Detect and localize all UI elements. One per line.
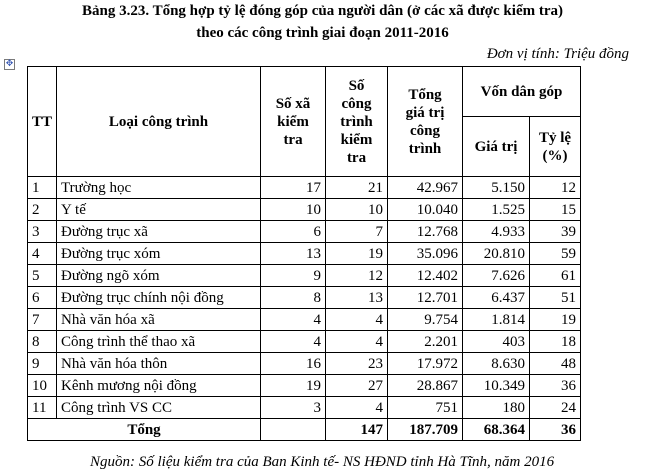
row-communes: 17	[261, 177, 326, 199]
row-name: Nhà văn hóa xã	[57, 309, 261, 331]
row-tt: 1	[28, 177, 57, 199]
row-tt: 7	[28, 309, 57, 331]
row-tt: 5	[28, 265, 57, 287]
row-communes: 19	[261, 375, 326, 397]
row-name: Công trình thể thao xã	[57, 331, 261, 353]
row-works: 4	[326, 309, 388, 331]
table-move-handle-icon[interactable]: ✥	[5, 59, 14, 69]
row-contribution-value: 403	[463, 331, 530, 353]
row-contribution-value: 1.814	[463, 309, 530, 331]
row-tt: 11	[28, 397, 57, 419]
row-name: Đường ngõ xóm	[57, 265, 261, 287]
row-total-value: 12.402	[388, 265, 463, 287]
header-contribution-value: Giá trị	[463, 117, 530, 177]
table-row	[28, 397, 581, 419]
row-total-value: 42.967	[388, 177, 463, 199]
header-contribution-rate: Tỷ lệ (%)	[530, 117, 581, 177]
table-row	[28, 177, 581, 199]
table-subtitle: theo các công trình giai đoạn 2011-2016	[196, 25, 449, 41]
header-communes: Số xã kiểm tra	[261, 67, 326, 177]
row-works: 21	[326, 177, 388, 199]
row-contribution-value: 7.626	[463, 265, 530, 287]
row-contribution-rate: 36	[530, 375, 581, 397]
row-contribution-rate: 24	[530, 397, 581, 419]
row-name: Công trình VS CC	[57, 397, 261, 419]
row-works: 27	[326, 375, 388, 397]
table-title: Bảng 3.23. Tổng hợp tỷ lệ đóng góp của người dân (ở các xã được kiểm tra)	[82, 3, 563, 19]
row-name: Đường trục xóm	[57, 243, 261, 265]
row-contribution-rate: 59	[530, 243, 581, 265]
row-total-value: 10.040	[388, 199, 463, 221]
row-tt: 3	[28, 221, 57, 243]
row-contribution-rate: 18	[530, 331, 581, 353]
table-row	[28, 221, 581, 243]
row-works: 19	[326, 243, 388, 265]
row-contribution-value: 4.933	[463, 221, 530, 243]
total-row	[28, 419, 581, 441]
row-tt: 9	[28, 353, 57, 375]
row-contribution-rate: 15	[530, 199, 581, 221]
row-contribution-rate: 19	[530, 309, 581, 331]
table-row	[28, 331, 581, 353]
table-row	[28, 243, 581, 265]
row-contribution-value: 10.349	[463, 375, 530, 397]
row-contribution-rate: 61	[530, 265, 581, 287]
header-name: Loại công trình	[57, 67, 261, 177]
table-row	[28, 309, 581, 331]
row-works: 4	[326, 331, 388, 353]
row-works: 10	[326, 199, 388, 221]
row-name: Nhà văn hóa thôn	[57, 353, 261, 375]
total-works: 147	[326, 419, 388, 441]
row-tt: 2	[28, 199, 57, 221]
row-total-value: 12.768	[388, 221, 463, 243]
header-works: Số công trình kiểm tra	[326, 67, 388, 177]
row-total-value: 2.201	[388, 331, 463, 353]
row-contribution-value: 5.150	[463, 177, 530, 199]
unit-note: Đơn vị tính: Triệu đồng	[486, 46, 629, 62]
table-row	[28, 265, 581, 287]
row-works: 7	[326, 221, 388, 243]
total-contribution-rate: 36	[530, 419, 581, 441]
header-total-value: Tổng giá trị công trình	[388, 67, 463, 177]
row-communes: 10	[261, 199, 326, 221]
row-works: 13	[326, 287, 388, 309]
table-row	[28, 353, 581, 375]
row-tt: 8	[28, 331, 57, 353]
row-tt: 10	[28, 375, 57, 397]
row-communes: 4	[261, 331, 326, 353]
row-contribution-rate: 51	[530, 287, 581, 309]
row-total-value: 12.701	[388, 287, 463, 309]
row-name: Đường trục chính nội đồng	[57, 287, 261, 309]
header-contribution: Vốn dân góp	[463, 67, 581, 117]
row-total-value: 28.867	[388, 375, 463, 397]
row-contribution-rate: 39	[530, 221, 581, 243]
total-communes	[261, 419, 326, 441]
row-tt: 6	[28, 287, 57, 309]
row-communes: 16	[261, 353, 326, 375]
row-tt: 4	[28, 243, 57, 265]
row-contribution-value: 1.525	[463, 199, 530, 221]
source-note: Nguồn: Số liệu kiểm tra của Ban Kinh tế- NS HĐND tỉnh Hà Tĩnh, năm 2016	[90, 454, 555, 470]
header-tt: TT	[28, 67, 57, 177]
row-name: Kênh mương nội đồng	[57, 375, 261, 397]
row-total-value: 9.754	[388, 309, 463, 331]
row-contribution-value: 6.437	[463, 287, 530, 309]
row-contribution-rate: 48	[530, 353, 581, 375]
row-communes: 8	[261, 287, 326, 309]
row-communes: 9	[261, 265, 326, 287]
data-table	[27, 66, 581, 441]
row-communes: 4	[261, 309, 326, 331]
row-works: 23	[326, 353, 388, 375]
row-total-value: 35.096	[388, 243, 463, 265]
row-works: 12	[326, 265, 388, 287]
row-name: Y tế	[57, 199, 261, 221]
row-name: Trường học	[57, 177, 261, 199]
row-total-value: 751	[388, 397, 463, 419]
row-name: Đường trục xã	[57, 221, 261, 243]
total-value: 187.709	[388, 419, 463, 441]
row-contribution-value: 180	[463, 397, 530, 419]
row-contribution-rate: 12	[530, 177, 581, 199]
row-contribution-value: 20.810	[463, 243, 530, 265]
table-row	[28, 287, 581, 309]
total-label: Tổng	[28, 419, 261, 441]
row-communes: 13	[261, 243, 326, 265]
table-row	[28, 199, 581, 221]
row-total-value: 17.972	[388, 353, 463, 375]
row-communes: 3	[261, 397, 326, 419]
row-communes: 6	[261, 221, 326, 243]
total-contribution-value: 68.364	[463, 419, 530, 441]
row-works: 4	[326, 397, 388, 419]
table-row	[28, 375, 581, 397]
row-contribution-value: 8.630	[463, 353, 530, 375]
